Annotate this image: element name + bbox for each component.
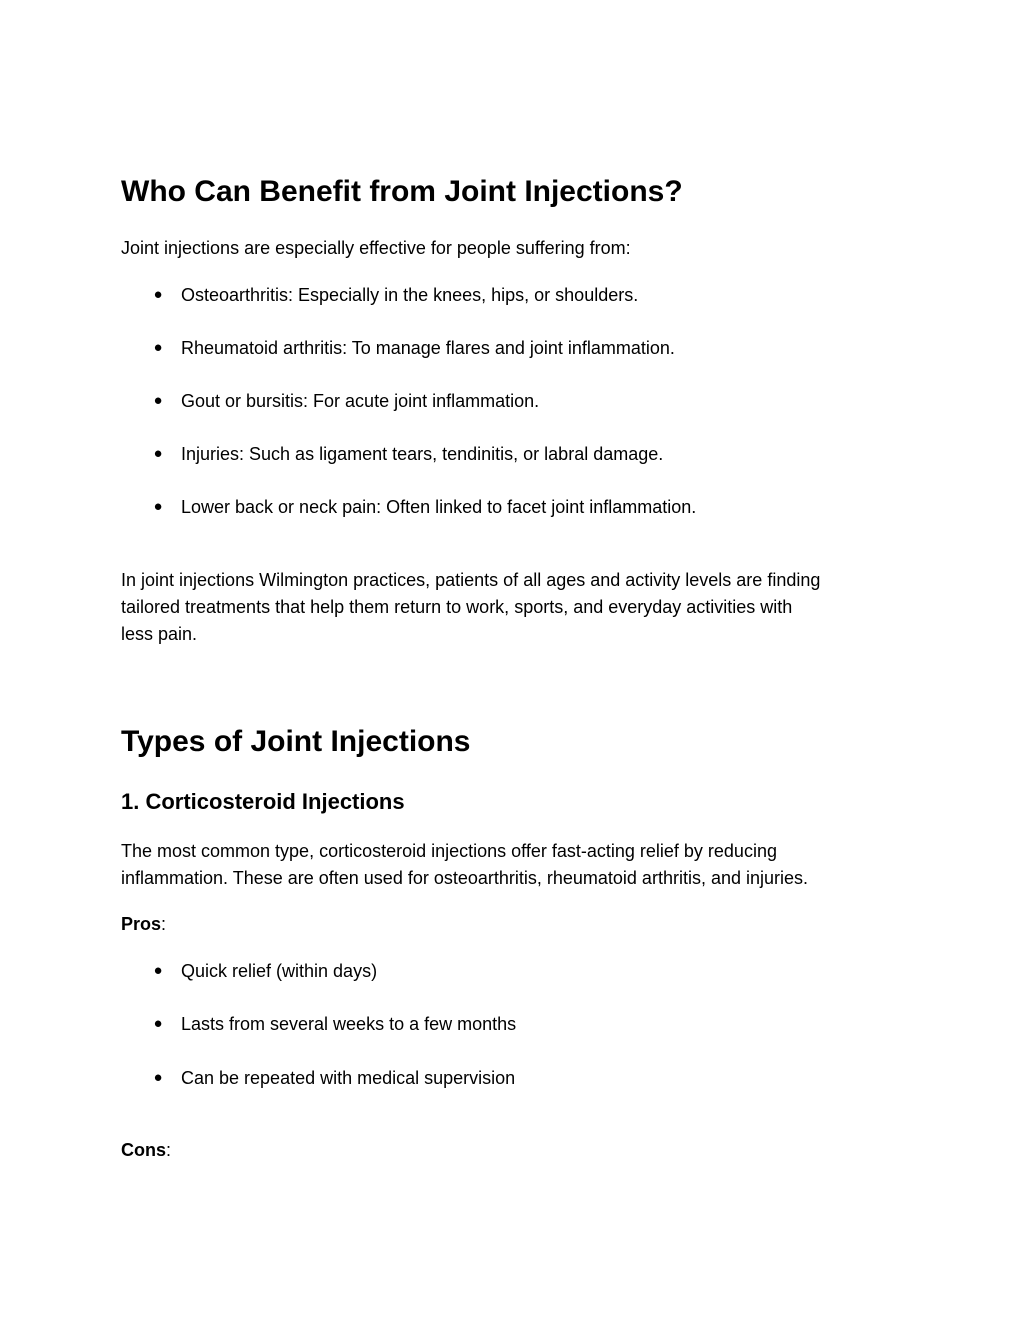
list-item-text: Lasts from several weeks to a few months (181, 1014, 517, 1034)
list-item-text: Osteoarthritis: Especially in the knees, hips, or shoulders. (181, 285, 639, 305)
cons-label-text: Cons (121, 1140, 166, 1160)
list-item-text: Lower back or neck pain: Often linked to facet joint inflammation. (181, 497, 697, 517)
list-item-text: Injuries: Such as ligament tears, tendinitis, or labral damage. (181, 444, 664, 464)
list-item-text: Quick relief (within days) (181, 961, 378, 981)
list-item-text: Rheumatoid arthritis: To manage flares and joint inflammation. (181, 338, 675, 358)
pros-label-colon: : (161, 914, 167, 934)
paragraph-line: inflammation. These are often used for osteoarthritis, rheumatoid arthritis, and injuries. (121, 868, 809, 888)
paragraph-line: tailored treatments that help them return to work, sports, and everyday activities with (121, 597, 793, 617)
bullet-icon: ● (153, 392, 163, 409)
bullet-icon: ● (153, 1015, 163, 1032)
pros-label (121, 911, 166, 938)
bullet-icon: ● (153, 339, 163, 356)
cons-label (121, 1137, 171, 1164)
list-item-text: Can be repeated with medical supervision (181, 1068, 516, 1088)
pros-label-text: Pros (121, 914, 162, 934)
list-item-text: Gout or bursitis: For acute joint inflammation. (181, 391, 540, 411)
bullet-icon: ● (153, 1069, 163, 1086)
section-heading-who-can-benefit: Who Can Benefit from Joint Injections? (121, 175, 683, 208)
section-heading-types: Types of Joint Injections (121, 725, 471, 758)
paragraph-line: In joint injections Wilmington practices, patients of all ages and activity levels are finding (121, 570, 821, 590)
bullet-icon: ● (153, 498, 163, 515)
intro-text: Joint injections are especially effective for people suffering from: (121, 238, 631, 258)
paragraph-line: less pain. (121, 624, 198, 644)
cons-label-colon: : (166, 1140, 172, 1160)
subheading-corticosteroid: 1. Corticosteroid Injections (121, 789, 405, 814)
paragraph-line: The most common type, corticosteroid injections offer fast-acting relief by reducing (121, 841, 777, 861)
bullet-icon: ● (153, 445, 163, 462)
bullet-icon: ● (153, 962, 163, 979)
bullet-icon: ● (153, 286, 163, 303)
